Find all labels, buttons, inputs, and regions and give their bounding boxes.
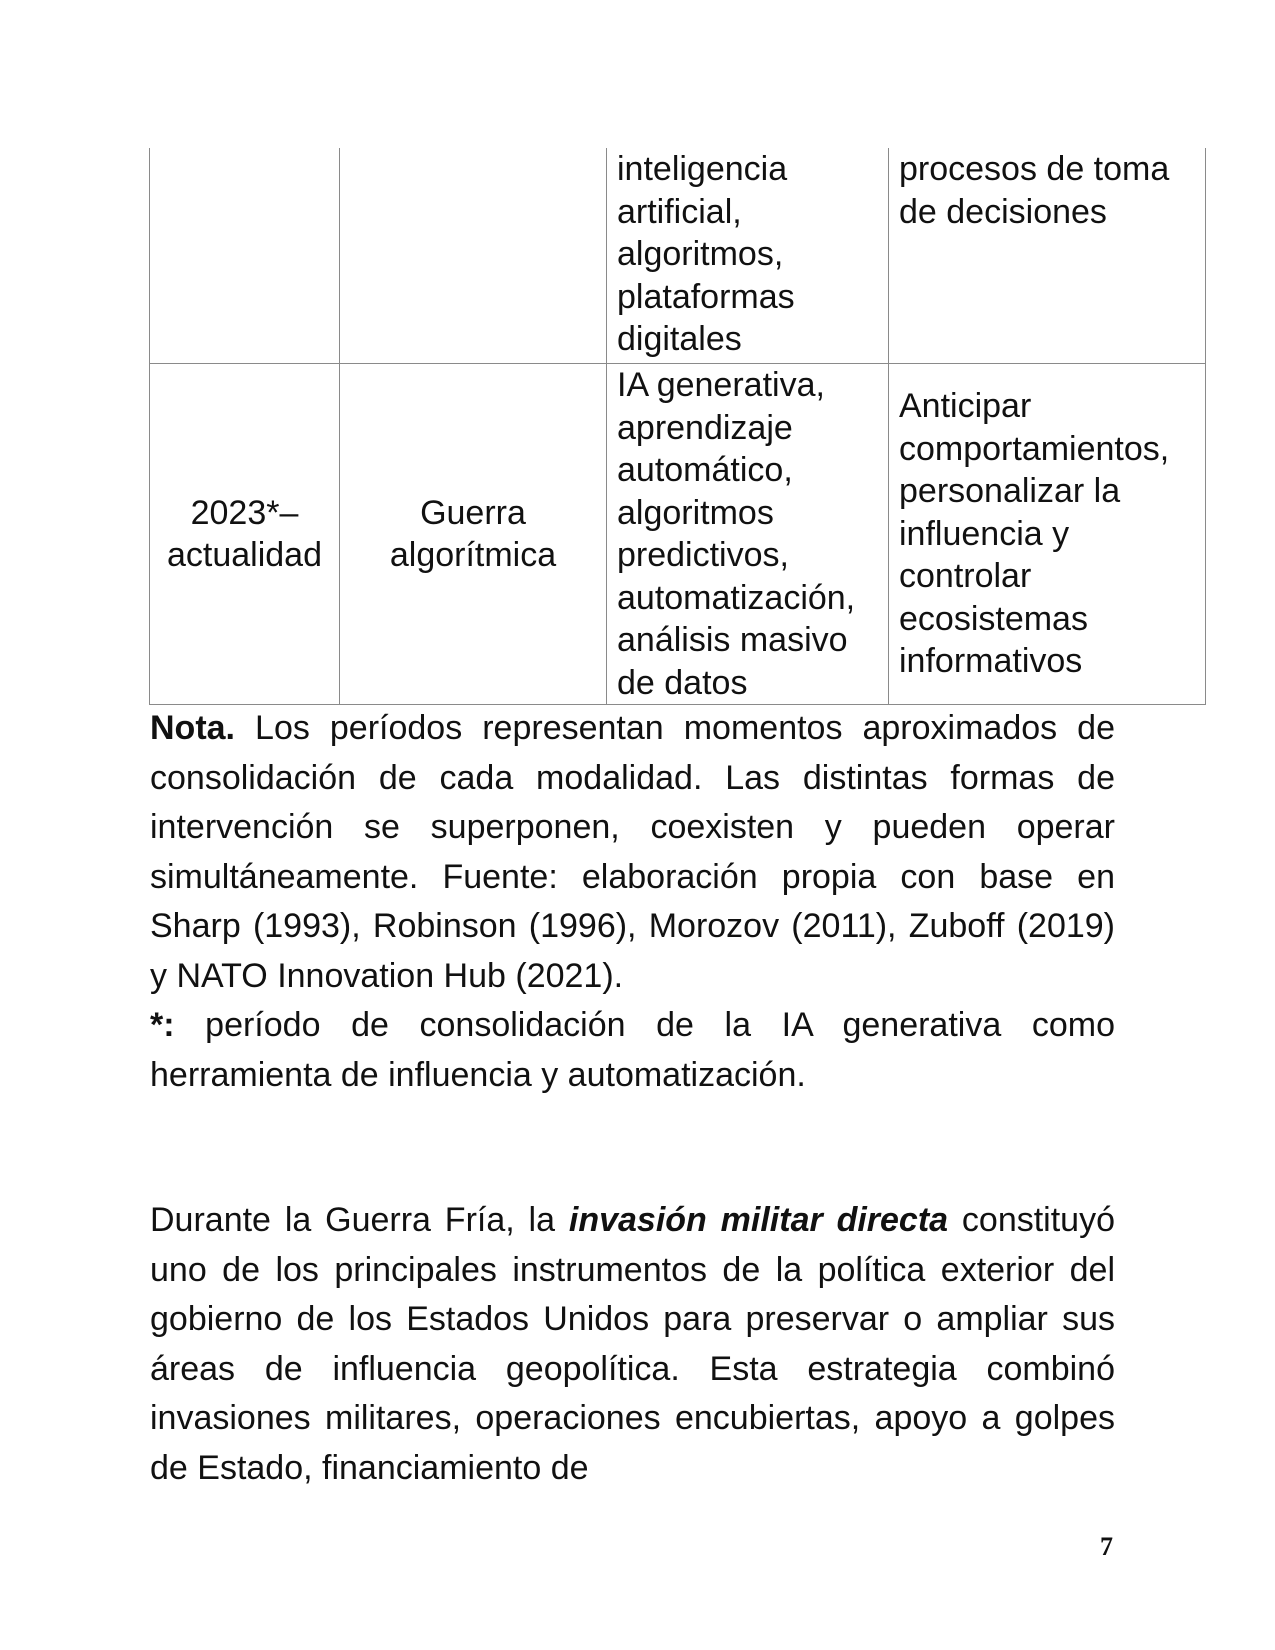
table-note: [150, 704, 1115, 1100]
period-cell: [150, 148, 340, 364]
table-row: [150, 364, 1206, 705]
body-paragraph: Durante la Guerra Fría, la invasión militar directa constituyó uno de los principales instrumentos de la política exterior del gobierno de los Estados Unidos para preservar o ampliar sus áreas de influencia geopolítica. Esta estrategia combinó invasiones militares, operaciones encubiertas, apoyo a golpes de Estado, financiamiento de: [150, 1201, 1116, 1487]
note-label: Nota.: [150, 709, 235, 747]
tools-cell: inteligencia artificial, algoritmos, plataformas digitales: [607, 148, 889, 364]
note-text: Los períodos representan momentos aproximados de consolidación de cada modalidad. Las distintas formas de intervención se superponen, coexisten y pueden operar simultáneamente. Fuente: elaboración propia con base en Sharp (1993), Robinson (1996), Morozov (2011), Zuboff (2019) y NATO Innovation Hub (2021).: [150, 709, 1115, 995]
modality-cell: Guerra algorítmica: [340, 364, 607, 705]
emphasis-text: invasión militar directa: [568, 1201, 949, 1239]
page-number: 7: [1100, 1532, 1113, 1561]
modality-cell: [340, 148, 607, 364]
objectives-cell: procesos de toma de decisiones: [889, 148, 1206, 364]
note-asterisk: [150, 1001, 1115, 1100]
asterisk-label: *:: [150, 1006, 175, 1044]
asterisk-text: período de consolidación de la IA generativa como herramienta de influencia y automatización.: [150, 1006, 1115, 1094]
period-cell: 2023*– actualidad: [150, 364, 340, 705]
modalities-table: [149, 148, 1206, 705]
tools-cell: IA generativa, aprendizaje automático, algoritmos predictivos, automatización, análisis masivo de datos: [607, 364, 889, 705]
note-source: [150, 704, 1115, 1001]
objectives-cell: Anticipar comportamientos, personalizar la influencia y controlar ecosistemas informativos: [889, 364, 1206, 705]
table-row: [150, 148, 1206, 364]
